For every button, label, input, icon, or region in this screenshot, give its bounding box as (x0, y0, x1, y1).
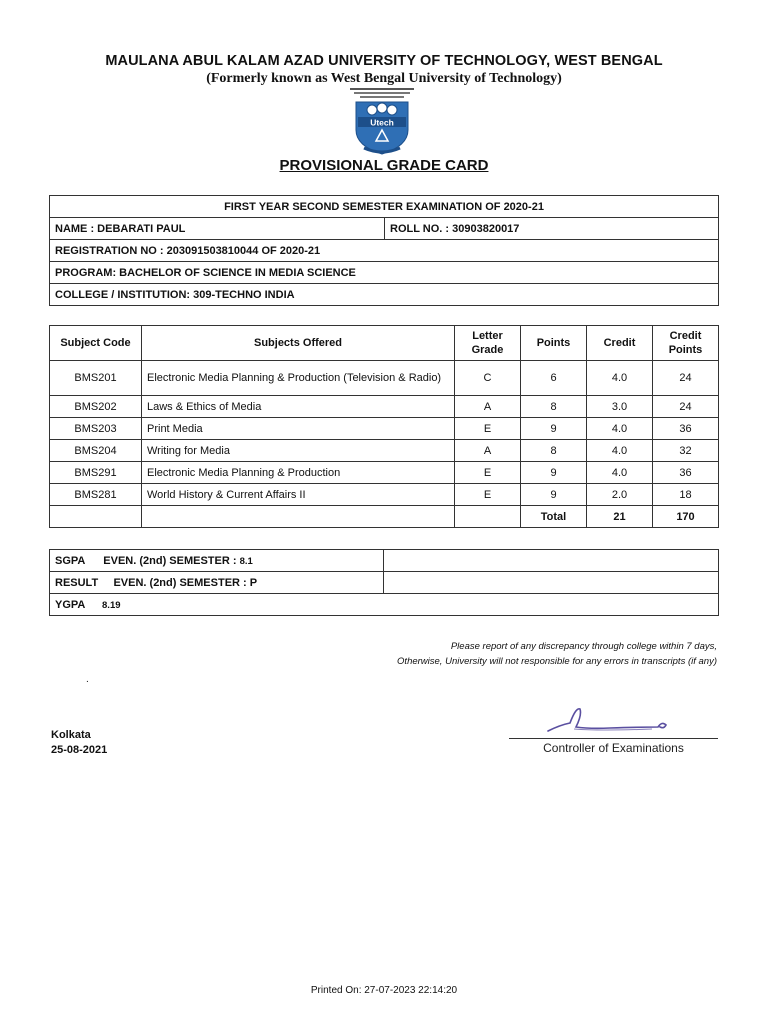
ygpa-value: 8.19 (102, 599, 121, 611)
subject-name: Electronic Media Planning & Production (Television & Radio) (142, 361, 455, 396)
stray-mark: . (86, 674, 89, 685)
total-credit: 21 (587, 506, 653, 528)
column-header: Subjects Offered (142, 326, 455, 361)
ygpa-cell (50, 594, 719, 616)
logo-text: Utech (370, 117, 394, 128)
subject-code: BMS291 (50, 462, 142, 484)
total-credit-points: 170 (653, 506, 719, 528)
ygpa-label: YGPA (55, 598, 85, 611)
credit: 4.0 (587, 440, 653, 462)
notice-line: Otherwise, University will not responsible for any errors in transcripts (if any) (397, 656, 717, 667)
credit-points: 24 (653, 396, 719, 418)
registration-number: REGISTRATION NO : 203091503810044 OF 2020-21 (50, 240, 719, 262)
result-label: RESULT EVEN. (2nd) SEMESTER : (55, 576, 247, 589)
subject-code: BMS281 (50, 484, 142, 506)
credit: 4.0 (587, 361, 653, 396)
points: 8 (521, 440, 587, 462)
column-header: Points (521, 326, 587, 361)
credit: 3.0 (587, 396, 653, 418)
table-row (50, 440, 719, 462)
credit-points: 24 (653, 361, 719, 396)
grades-table (49, 325, 719, 528)
program: PROGRAM: BACHELOR OF SCIENCE IN MEDIA SCIENCE (50, 262, 719, 284)
signatory-title: Controller of Examinations (543, 741, 684, 755)
subject-code: BMS204 (50, 440, 142, 462)
sgpa-cell (50, 550, 384, 572)
subject-name: Writing for Media (142, 440, 455, 462)
result-cell (50, 572, 384, 594)
former-name: (Formerly known as West Bengal University of Technology) (206, 71, 562, 86)
roll-number: ROLL NO. : 30903820017 (385, 218, 719, 240)
table-row (50, 396, 719, 418)
signature-line (509, 738, 718, 739)
subject-code: BMS201 (50, 361, 142, 396)
letter-grade: E (455, 418, 521, 440)
credit-points: 18 (653, 484, 719, 506)
student-name: NAME : DEBARATI PAUL (50, 218, 385, 240)
total-label: Total (521, 506, 587, 528)
points: 9 (521, 462, 587, 484)
table-row (50, 484, 719, 506)
table-row (50, 462, 719, 484)
letter-grade: C (455, 361, 521, 396)
total-row (50, 506, 719, 528)
card-title: PROVISIONAL GRADE CARD (279, 157, 489, 174)
table-row (50, 361, 719, 396)
points: 9 (521, 484, 587, 506)
subject-code: BMS203 (50, 418, 142, 440)
empty-cell (384, 572, 719, 594)
column-header: Subject Code (50, 326, 142, 361)
result-value: P (249, 576, 258, 589)
subject-name: Print Media (142, 418, 455, 440)
table-row (50, 418, 719, 440)
subject-name: Electronic Media Planning & Production (142, 462, 455, 484)
sgpa-label: SGPA EVEN. (2nd) SEMESTER : (55, 554, 237, 567)
points: 9 (521, 418, 587, 440)
sgpa-value: 8.1 (239, 555, 253, 567)
college: COLLEGE / INSTITUTION: 309-TECHNO INDIA (50, 284, 719, 306)
examination-title: FIRST YEAR SECOND SEMESTER EXAMINATION OF 2020-21 (50, 196, 719, 218)
credit-points: 36 (653, 418, 719, 440)
results-table (49, 549, 719, 616)
discrepancy-notice (397, 639, 717, 669)
credit: 4.0 (587, 462, 653, 484)
printed-on: Printed On: 27-07-2023 22:14:20 (310, 985, 458, 996)
empty-cell (50, 506, 142, 528)
subject-name: Laws & Ethics of Media (142, 396, 455, 418)
university-logo (344, 86, 420, 158)
credit: 4.0 (587, 418, 653, 440)
letter-grade: E (455, 462, 521, 484)
place: Kolkata (51, 729, 91, 741)
empty-cell (455, 506, 521, 528)
letter-grade: A (455, 440, 521, 462)
issue-date: 25-08-2021 (51, 744, 108, 756)
column-header: Credit Points (653, 326, 719, 361)
credit: 2.0 (587, 484, 653, 506)
credit-points: 32 (653, 440, 719, 462)
empty-cell (142, 506, 455, 528)
signature-image (540, 703, 690, 739)
notice-line: Please report of any discrepancy through college within 7 days, (450, 641, 717, 652)
subject-code: BMS202 (50, 396, 142, 418)
place-date (51, 728, 107, 758)
university-name: MAULANA ABUL KALAM AZAD UNIVERSITY OF TECHNOLOGY, WEST BENGAL (105, 53, 663, 69)
grades-header-row (50, 326, 719, 361)
column-header: Credit (587, 326, 653, 361)
points: 8 (521, 396, 587, 418)
exam-info-table (49, 195, 719, 306)
empty-cell (384, 550, 719, 572)
letter-grade: A (455, 396, 521, 418)
subject-name: World History & Current Affairs II (142, 484, 455, 506)
points: 6 (521, 361, 587, 396)
letter-grade: E (455, 484, 521, 506)
credit-points: 36 (653, 462, 719, 484)
column-header: Letter Grade (455, 326, 521, 361)
